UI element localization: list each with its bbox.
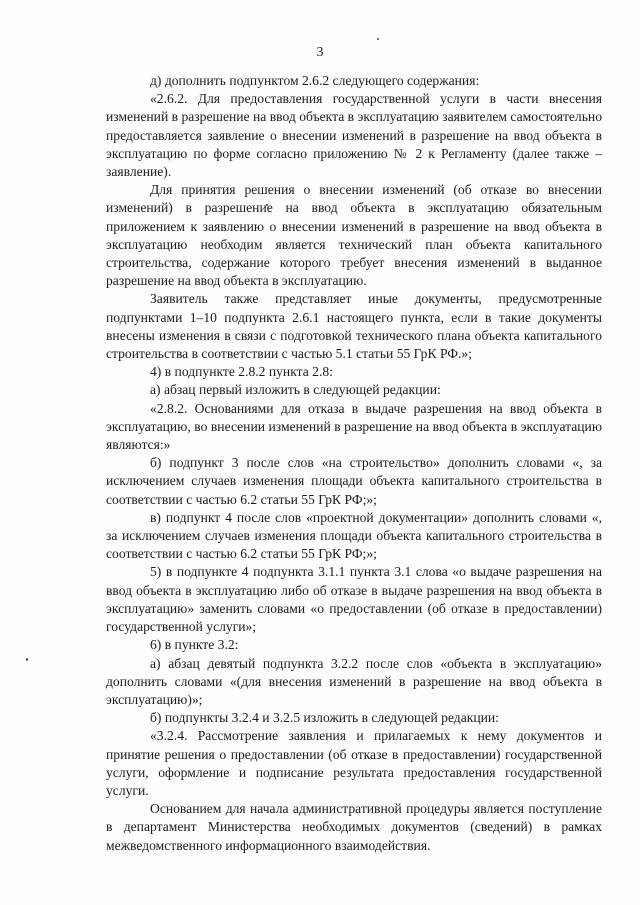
paragraph-2: «2.6.2. Для предоставления государственной услуги в части внесения изменений в разрешение на ввод объекта в эксплуатацию заявителем самостоятельно предоставляется заявление о внесении изменений в разрешение на ввод объекта в эксплуатацию по форме согласно приложению № 2 к Регламенту (далее также – заявление). [106,91,602,180]
paragraph-14: «3.2.4. Рассмотрение заявления и прилагаемых к нему документов и принятие решения о предоставлении (об отказе в предоставлении) государственной услуги, оформление и подписание результата предоставления государственной услуги. [106,728,602,798]
paragraph-13: б) подпункты 3.2.4 и 3.2.5 изложить в следующей редакции: [150,710,499,726]
paragraph-5: 4) в подпункте 2.8.2 пункта 2.8: [150,364,333,380]
document-body [106,72,602,855]
paragraph-9: в) подпункт 4 после слов «проектной документации» дополнить словами «, за исключением случаев изменения площади объекта капитального строительства в соответствии с частью 6.2 статьи 55 ГрК РФ;»; [106,509,602,562]
paragraph-12: а) абзац девятый подпункта 3.2.2 после слов «объекта в эксплуатацию» дополнить словами «(для внесения изменений в разрешение на ввод объекта в эксплуатацию)»; [106,655,602,707]
paragraph-6: а) абзац первый изложить в следующей редакции: [150,382,441,398]
scan-speck [26,658,28,661]
paragraph-8: б) подпункт 3 после слов «на строительство» дополнить словами «, за исключением случаев изменения площади объекта капитального строительства в соответствии с частью 6.2 статьи 55 ГрК РФ;»; [106,455,602,507]
paragraph-15: Основанием для начала административной процедуры является поступление в департамент Министерства необходимых документов (сведений) в рамках межведомственного информационного взаимодействия. [106,801,602,853]
paragraph-4: Заявитель также представляет иные документы, предусмотренные подпунктами 1–10 подпункта 2.6.1 настоящего пункта, если в такие документы внесены изменения в связи с подготовкой технического плана объекта капитального строительства в соответствии с частью 5.1 статьи 55 ГрК РФ.»; [106,291,602,362]
paragraph-10: 5) в подпункте 4 подпункта 3.1.1 пункта 3.1 слова «о выдаче разрешения на ввод объекта в эксплуатацию либо об отказе в выдаче разрешения на ввод объекта в эксплуатацию» заменить словами «о предоставлении (об отказе в предоставлении) государственной услуги»; [106,564,602,635]
page-number: 3 [316,45,324,60]
paragraph-7: «2.8.2. Основаниями для отказа в выдаче разрешения на ввод объекта в эксплуатацию, во внесении изменений в разрешение на ввод объекта в эксплуатацию являются:» [106,400,602,453]
paragraph-3: Для принятия решения о внесении изменений (об отказе во внесении изменений) в разрешение на ввод объекта в эксплуатацию обязательным приложением к заявлению о внесении изменений в разрешение на ввод объекта в эксплуатацию необходим является технический план объекта капитального строительства, содержание которого требует внесения изменений в выданное разрешение на ввод объекта в эксплуатацию. [106,182,602,289]
paragraph-1: д) дополнить подпунктом 2.6.2 следующего содержания: [150,73,480,88]
scan-speck [377,38,379,40]
paragraph-11: 6) в пункте 3.2: [150,637,239,653]
